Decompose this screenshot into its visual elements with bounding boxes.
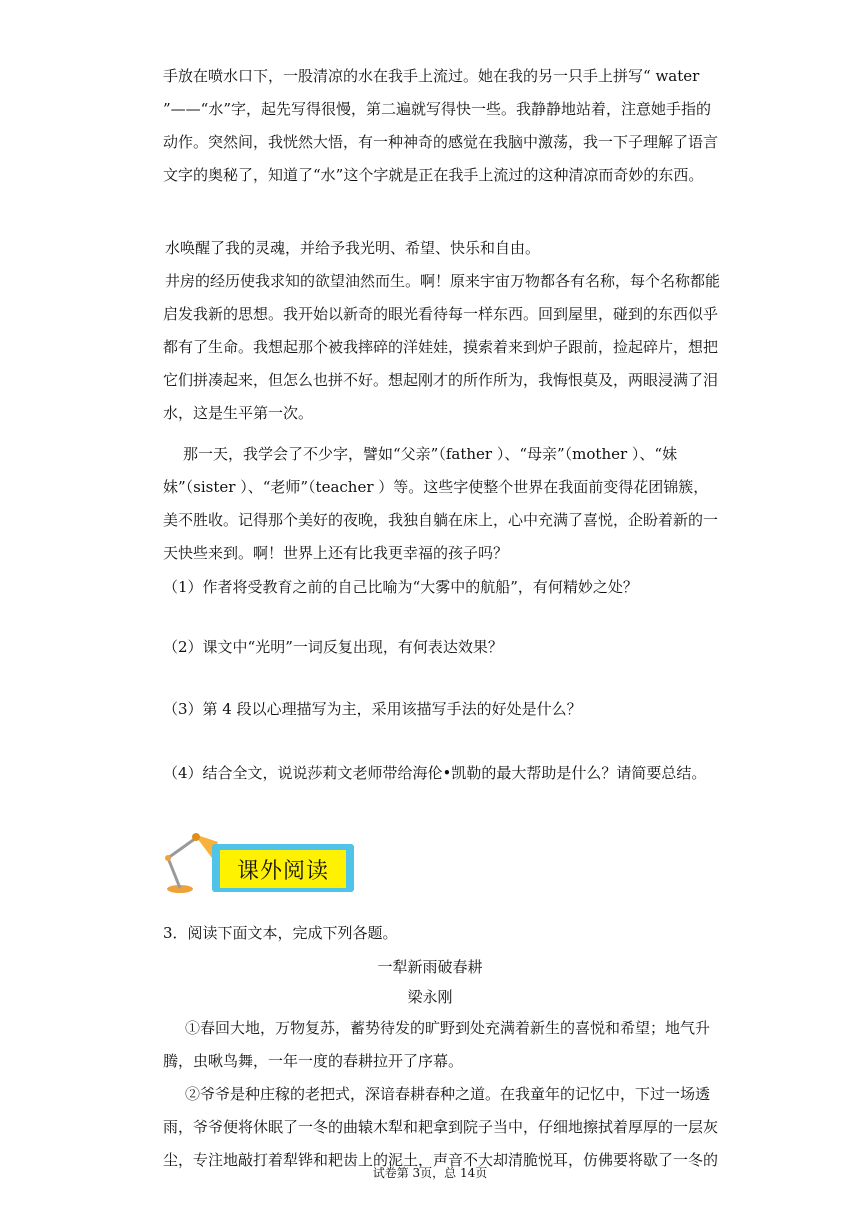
- question-4: （4）结合全文，说说莎莉文老师带给海伦•凯勒的最大帮助是什么？请简要总结。: [163, 764, 707, 782]
- section-banner: [160, 828, 360, 898]
- passage-paragraph-2: 水唤醒了我的灵魂，并给予我光明、希望、快乐和自由。: [165, 239, 541, 257]
- passage-paragraph-1: 手放在喷水口下，一股清凉的水在我手上流过。她在我的另一只手上拼写“ water ”——“水”字，起先写得很慢，第二遍就写得快一些。我静静地站着，注意她手指的动作。突然间，我恍然大悟，有一种神奇的感觉在我脑中激荡，我一下子理解了语言文字的奥秘了，知道了“水”这个字就是正在我手上流过的这种清凉而奇妙的东西。: [163, 67, 719, 184]
- passage-paragraph-3: 井房的经历使我求知的欲望油然而生。啊！原来宇宙万物都各有名称，每个名称都能启发我新的思想。我开始以新奇的眼光看待每一样东西。回到屋里，碰到的东西似乎都有了生命。我想起那个被我摔碎的洋娃娃，摸索着来到炉子跟前，捡起碎片，想把它们拼凑起来，但怎么也拼不好。想起刚才的所作所为，我悔恨莫及，两眼浸满了泪水，这是生平第一次。: [163, 272, 721, 422]
- banner-frame: [212, 844, 354, 892]
- passage-paragraph-4: 那一天，我学会了不少字，譬如“父亲”（father ）、“母亲”（mother ）、“妹妹”（sister ）、“老师”（teacher ）等。这些字使整个世界在我面前变得花团锦簇，美不胜收。记得那个美好的夜晚，我独自躺在床上，心中充满了喜悦，企盼着新的一天快些来到。啊！世界上还有比我更幸福的孩子吗？: [163, 445, 719, 562]
- article-paragraph-1: ①春回大地，万物复苏，蓄势待发的旷野到处充满着新生的喜悦和希望；地气升腾，虫啾鸟舞，一年一度的春耕拉开了序幕。: [163, 1019, 711, 1070]
- question-2: （2）课文中“光明”一词反复出现，有何表达效果？: [163, 638, 503, 656]
- banner-inner: [220, 850, 346, 888]
- article-paragraph-2: ②爷爷是种庄稼的老把式，深谙春耕春种之道。在我童年的记忆中，下过一场透雨，爷爷便将休眠了一冬的曲辕木犁和耙拿到院子当中，仔细地擦拭着厚厚的一层灰尘，专注地敲打着犁铧和耙齿上的泥土，声音不大却清脆悦耳，仿佛要将歇了一冬的: [163, 1085, 719, 1169]
- banner-label: 课外阅读: [236, 858, 329, 884]
- article-title: 一犁新雨破春耕: [377, 958, 483, 976]
- page-footer: 试卷第 3页，总 14页: [372, 1166, 488, 1180]
- question-3: （3）第 4 段以心理描写为主，采用该描写手法的好处是什么？: [163, 700, 582, 718]
- article-author: 梁永刚: [407, 988, 453, 1006]
- question-1: （1）作者将受教育之前的自己比喻为“大雾中的航船”，有何精妙之处？: [163, 578, 638, 596]
- section3-prompt: 3．阅读下面文本，完成下列各题。: [163, 924, 398, 942]
